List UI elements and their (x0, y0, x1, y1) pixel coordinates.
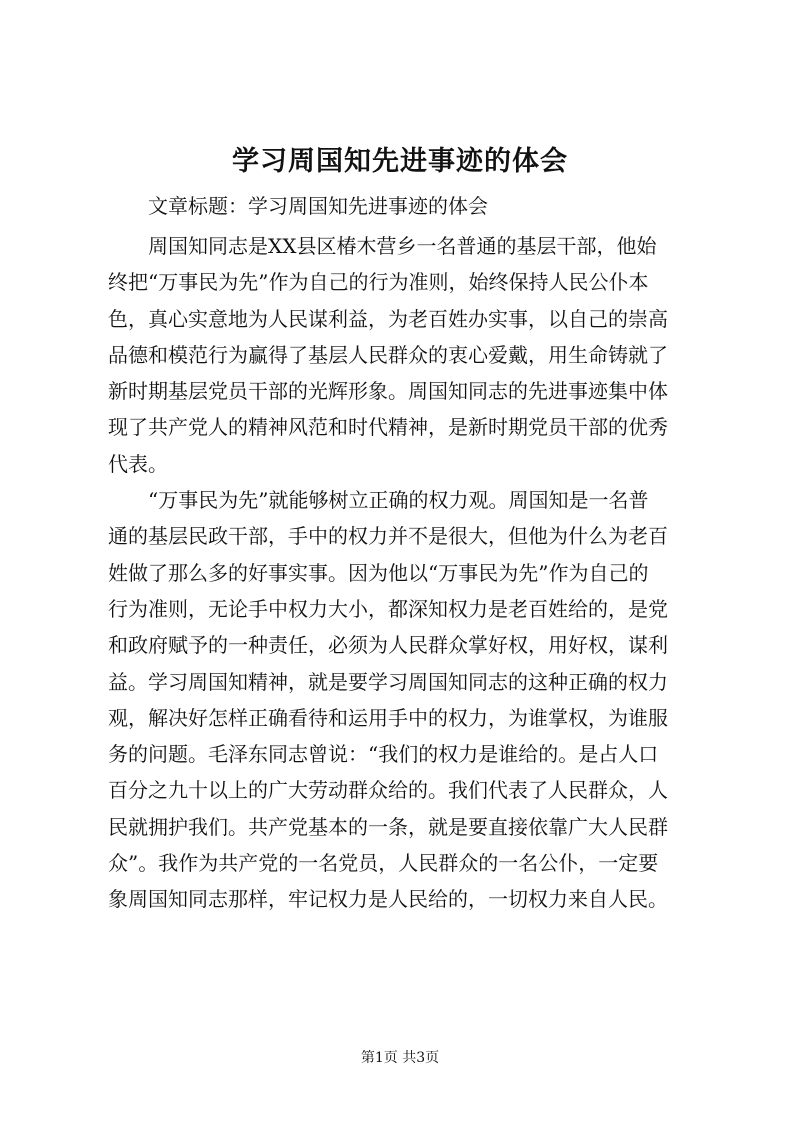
document-body (108, 228, 718, 918)
paragraph-line: 行为准则，无论手中权力大小，都深知权力是老百姓给的，是党 (108, 596, 668, 621)
paragraph-line: 代表。 (108, 451, 168, 476)
paragraph-line: 民就拥护我们。共产党基本的一条，就是要直接依靠广大人民群 (108, 814, 668, 839)
paragraph-line: 终把“万事民为先”作为自己的行为准则，始终保持人民公仆本 (108, 270, 649, 295)
paragraph-line: 百分之九十以上的广大劳动群众给的。我们代表了人民群众，人 (108, 778, 668, 803)
paragraph-line: 象周国知同志那样，牢记权力是人民给的，一切权力来自人民。 (108, 887, 668, 912)
paragraph-line: 众”。我作为共产党的一名党员，人民群众的一名公仆，一定要 (108, 851, 659, 876)
paragraph-line: 周国知同志是XX县区椿木营乡一名普通的基层干部，他始 (148, 234, 657, 258)
paragraph-line: 益。学习周国知精神，就是要学习周国知同志的这种正确的权力 (108, 669, 668, 694)
paragraph-line: 色，真心实意地为人民谋利益，为老百姓办实事，以自己的崇高 (108, 306, 668, 331)
paragraph-line: 和政府赋予的一种责任，必须为人民群众掌好权，用好权，谋利 (108, 633, 668, 658)
article-subtitle: 文章标题：学习周国知先进事迹的体会 (148, 194, 488, 218)
paragraph-line: 姓做了那么多的好事实事。因为他以“万事民为先”作为自己的 (108, 560, 649, 585)
paragraph-line: 务的问题。毛泽东同志曾说：“我们的权力是谁给的。是占人口 (108, 742, 659, 767)
document-title: 学习周国知先进事迹的体会 (232, 146, 568, 177)
paragraph-line: 观，解决好怎样正确看待和运用手中的权力，为谁掌权，为谁服 (108, 705, 668, 730)
paragraph-line: 现了共产党人的精神风范和时代精神，是新时期党员干部的优秀 (108, 415, 668, 440)
paragraph-line: “万事民为先”就能够树立正确的权力观。周国知是一名普 (148, 488, 649, 513)
paragraph-line: 通的基层民政干部，手中的权力并不是很大，但他为什么为老百 (108, 524, 668, 549)
page-number-footer: 第1页 共3页 (360, 1050, 440, 1066)
paragraph-line: 品德和模范行为赢得了基层人民群众的衷心爱戴，用生命铸就了 (108, 342, 668, 367)
paragraph-line: 新时期基层党员干部的光辉形象。周国知同志的先进事迹集中体 (108, 379, 668, 404)
